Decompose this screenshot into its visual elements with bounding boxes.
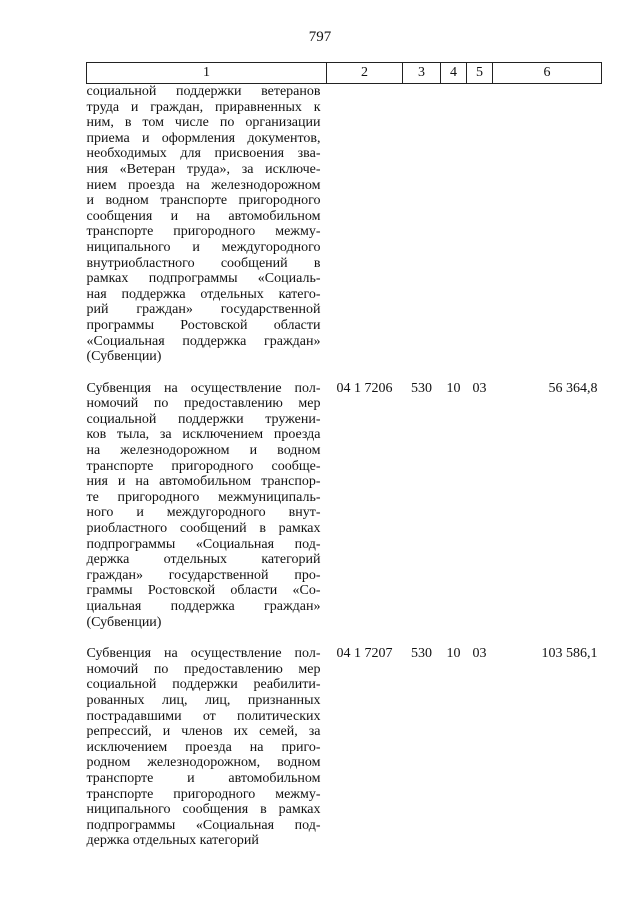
table-header-row (87, 63, 602, 84)
column-header-6: 6 (493, 63, 602, 84)
description-line: (Субвенции) (86, 349, 162, 365)
description-line: исключением проезда на приго- (86, 739, 321, 755)
description-line: рий граждан» государственной (86, 302, 321, 318)
description-line: социальной поддержки тружени- (86, 411, 321, 427)
row-subsection: 03 (472, 380, 487, 396)
description-line: пострадавшими от политических (86, 708, 321, 724)
description-line: ния «Ветеран труда», за исключе- (86, 161, 321, 177)
description-line: подпрограммы «Социальная под- (86, 817, 321, 833)
description-line: внутриобластного сообщений в (86, 255, 321, 271)
description-line: рамках подпрограммы «Социаль- (86, 271, 321, 287)
description-line: циальная поддержка граждан» (86, 599, 321, 614)
table-row (87, 365, 602, 631)
table-row (87, 84, 602, 365)
row-target-code: 04 1 7206 (336, 380, 393, 396)
description-line: родном железнодорожном, водном (86, 755, 321, 771)
row-amount: 103 586,1 (541, 646, 598, 662)
description-line: держка отдельных категорий (86, 552, 321, 568)
row-description (87, 84, 327, 365)
row-section: 10 (446, 380, 461, 396)
page-number: 797 (308, 29, 332, 45)
description-line: ная поддержка отдельных катего- (86, 286, 321, 302)
row-expense-type: 530 (411, 380, 432, 396)
description-line: держка отдельных категорий (86, 833, 259, 849)
description-line: ков тыла, за исключением проезда (86, 427, 321, 443)
description-line: Субвенция на осуществление пол- (86, 380, 321, 396)
description-line: (Субвенции) (86, 614, 162, 630)
row-section: 10 (446, 646, 461, 662)
table-body (87, 84, 602, 849)
description-line: те пригородного межмуниципаль- (86, 489, 321, 505)
description-line: необходимых для присвоения зва- (86, 146, 321, 162)
budget-table (86, 62, 602, 849)
description-line: и водном транспорте пригородного (86, 193, 321, 209)
row-target-code (327, 84, 403, 365)
description-line: ним, в том числе по организации (86, 115, 321, 131)
description-line: граммы Ростовской области «Со- (86, 583, 321, 599)
description-line: ниципального и междугородного (86, 239, 321, 255)
column-header-5: 5 (467, 63, 493, 84)
description-line: репрессий, и членов их семей, за (86, 724, 321, 740)
description-line: Субвенция на осуществление пол- (86, 646, 321, 662)
column-header-1: 1 (87, 63, 327, 84)
description-line: труда и граждан, приравненных к (86, 99, 321, 115)
description-line: социальной поддержки реабилити- (86, 677, 321, 693)
description-line: сообщения и на автомобильном (86, 208, 321, 224)
column-header-4: 4 (441, 63, 467, 84)
description-line: ниципального сообщения в рамках (86, 802, 321, 818)
row-description (87, 365, 327, 631)
row-expense-type (403, 84, 441, 365)
row-expense-type: 530 (411, 646, 432, 662)
description-text (87, 646, 321, 849)
row-amount: 56 364,8 (548, 380, 598, 396)
description-text (87, 84, 321, 365)
row-amount (493, 84, 602, 365)
description-line: транспорте пригородного межму- (86, 224, 321, 240)
table-row (87, 630, 602, 849)
description-line: программы Ростовской области (86, 317, 321, 333)
description-line: приема и оформления документов, (86, 130, 321, 146)
description-line: транспорте пригородного сообще- (86, 458, 321, 474)
description-line: подпрограммы «Социальная под- (86, 536, 321, 552)
column-header-3: 3 (403, 63, 441, 84)
column-header-2: 2 (327, 63, 403, 84)
description-line: «Социальная поддержка граждан» (86, 333, 321, 349)
description-line: на железнодорожном и водном (86, 443, 321, 459)
description-line: социальной поддержки ветеранов (86, 84, 321, 99)
row-subsection (467, 84, 493, 365)
description-line: риобластного сообщений в рамках (86, 521, 321, 537)
description-line: номочий по предоставлению мер (86, 661, 321, 677)
row-subsection: 03 (472, 646, 487, 662)
description-line: ния и на автомобильном транспор- (86, 474, 321, 490)
description-line: ного и междугородного внут- (86, 505, 321, 521)
description-line: транспорте пригородного межму- (86, 786, 321, 802)
description-line: граждан» государственной про- (86, 567, 321, 583)
row-description (87, 630, 327, 849)
description-line: номочий по предоставлению мер (86, 396, 321, 412)
description-line: нием проезда на железнодорожном (86, 177, 321, 193)
row-target-code: 04 1 7207 (336, 646, 393, 662)
description-line: транспорте и автомобильном (86, 770, 321, 786)
row-section (441, 84, 467, 365)
description-line: рованных лиц, лиц, признанных (86, 692, 321, 708)
description-text (87, 381, 321, 631)
